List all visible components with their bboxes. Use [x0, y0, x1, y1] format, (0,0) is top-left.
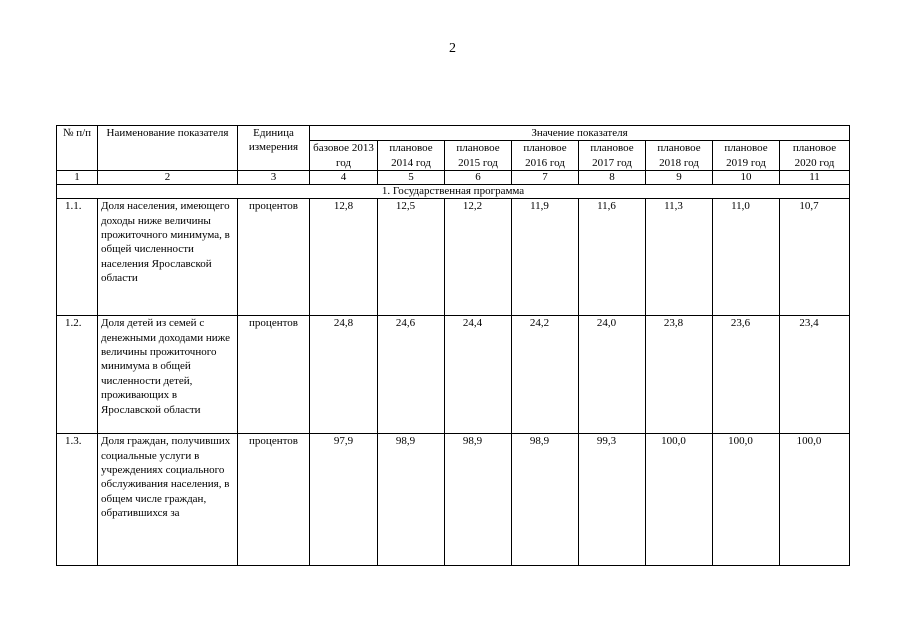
row-value: 100,0: [646, 434, 713, 566]
row-value: 98,9: [512, 434, 579, 566]
row-unit: процентов: [238, 199, 310, 316]
row-value: 12,5: [378, 199, 445, 316]
column-number: 8: [579, 171, 646, 185]
column-number: 11: [780, 171, 850, 185]
header-name: Наименование показателя: [98, 126, 238, 171]
header-year: базовое 2013 год: [310, 141, 378, 171]
row-value: 98,9: [445, 434, 512, 566]
row-value: 11,0: [713, 199, 780, 316]
column-number: 5: [378, 171, 445, 185]
header-year: плановое 2017 год: [579, 141, 646, 171]
table-row: [57, 316, 850, 434]
row-id: 1.3.: [57, 434, 98, 566]
row-value: 24,0: [579, 316, 646, 434]
header-year: плановое 2016 год: [512, 141, 579, 171]
indicators-table: [56, 125, 850, 566]
column-number: 4: [310, 171, 378, 185]
row-id: 1.2.: [57, 316, 98, 434]
header-year: плановое 2018 год: [646, 141, 713, 171]
header-row-1: [57, 126, 850, 141]
row-name: Доля детей из семей с денежными доходами ниже величины прожиточного минимума в общей численности детей, проживающих в Ярославской области: [98, 316, 238, 434]
column-number: 9: [646, 171, 713, 185]
header-year: плановое 2019 год: [713, 141, 780, 171]
row-value: 11,6: [579, 199, 646, 316]
header-value-group: Значение показателя: [310, 126, 850, 141]
row-value: 11,9: [512, 199, 579, 316]
row-value: 24,8: [310, 316, 378, 434]
row-value: 100,0: [780, 434, 850, 566]
row-unit: процентов: [238, 316, 310, 434]
column-number: 1: [57, 171, 98, 185]
row-value: 12,2: [445, 199, 512, 316]
header-no: № п/п: [57, 126, 98, 171]
row-value: 100,0: [713, 434, 780, 566]
row-name: Доля населения, имеющего доходы ниже величины прожиточного минимума, в общей численности населения Ярославской области: [98, 199, 238, 316]
row-value: 12,8: [310, 199, 378, 316]
row-value: 11,3: [646, 199, 713, 316]
row-unit: процентов: [238, 434, 310, 566]
header-year: плановое 2020 год: [780, 141, 850, 171]
column-number: 3: [238, 171, 310, 185]
column-number-row: [57, 171, 850, 185]
row-value: 23,8: [646, 316, 713, 434]
section-title: 1. Государственная программа: [57, 185, 850, 199]
row-value: 99,3: [579, 434, 646, 566]
row-value: 23,6: [713, 316, 780, 434]
row-name: Доля граждан, получивших социальные услуги в учреждениях социального обслуживания населения, в общем числе граждан, обратившихся за: [98, 434, 238, 566]
row-value: 23,4: [780, 316, 850, 434]
row-value: 24,4: [445, 316, 512, 434]
row-id: 1.1.: [57, 199, 98, 316]
column-number: 7: [512, 171, 579, 185]
row-value: 24,6: [378, 316, 445, 434]
header-year: плановое 2014 год: [378, 141, 445, 171]
table-row: [57, 199, 850, 316]
section-row: [57, 185, 850, 199]
column-number: 6: [445, 171, 512, 185]
row-value: 98,9: [378, 434, 445, 566]
column-number: 10: [713, 171, 780, 185]
header-unit: Единица измерения: [238, 126, 310, 171]
header-year: плановое 2015 год: [445, 141, 512, 171]
row-value: 24,2: [512, 316, 579, 434]
row-value: 10,7: [780, 199, 850, 316]
page-number: 2: [449, 41, 456, 56]
column-number: 2: [98, 171, 238, 185]
row-value: 97,9: [310, 434, 378, 566]
table-row: [57, 434, 850, 566]
